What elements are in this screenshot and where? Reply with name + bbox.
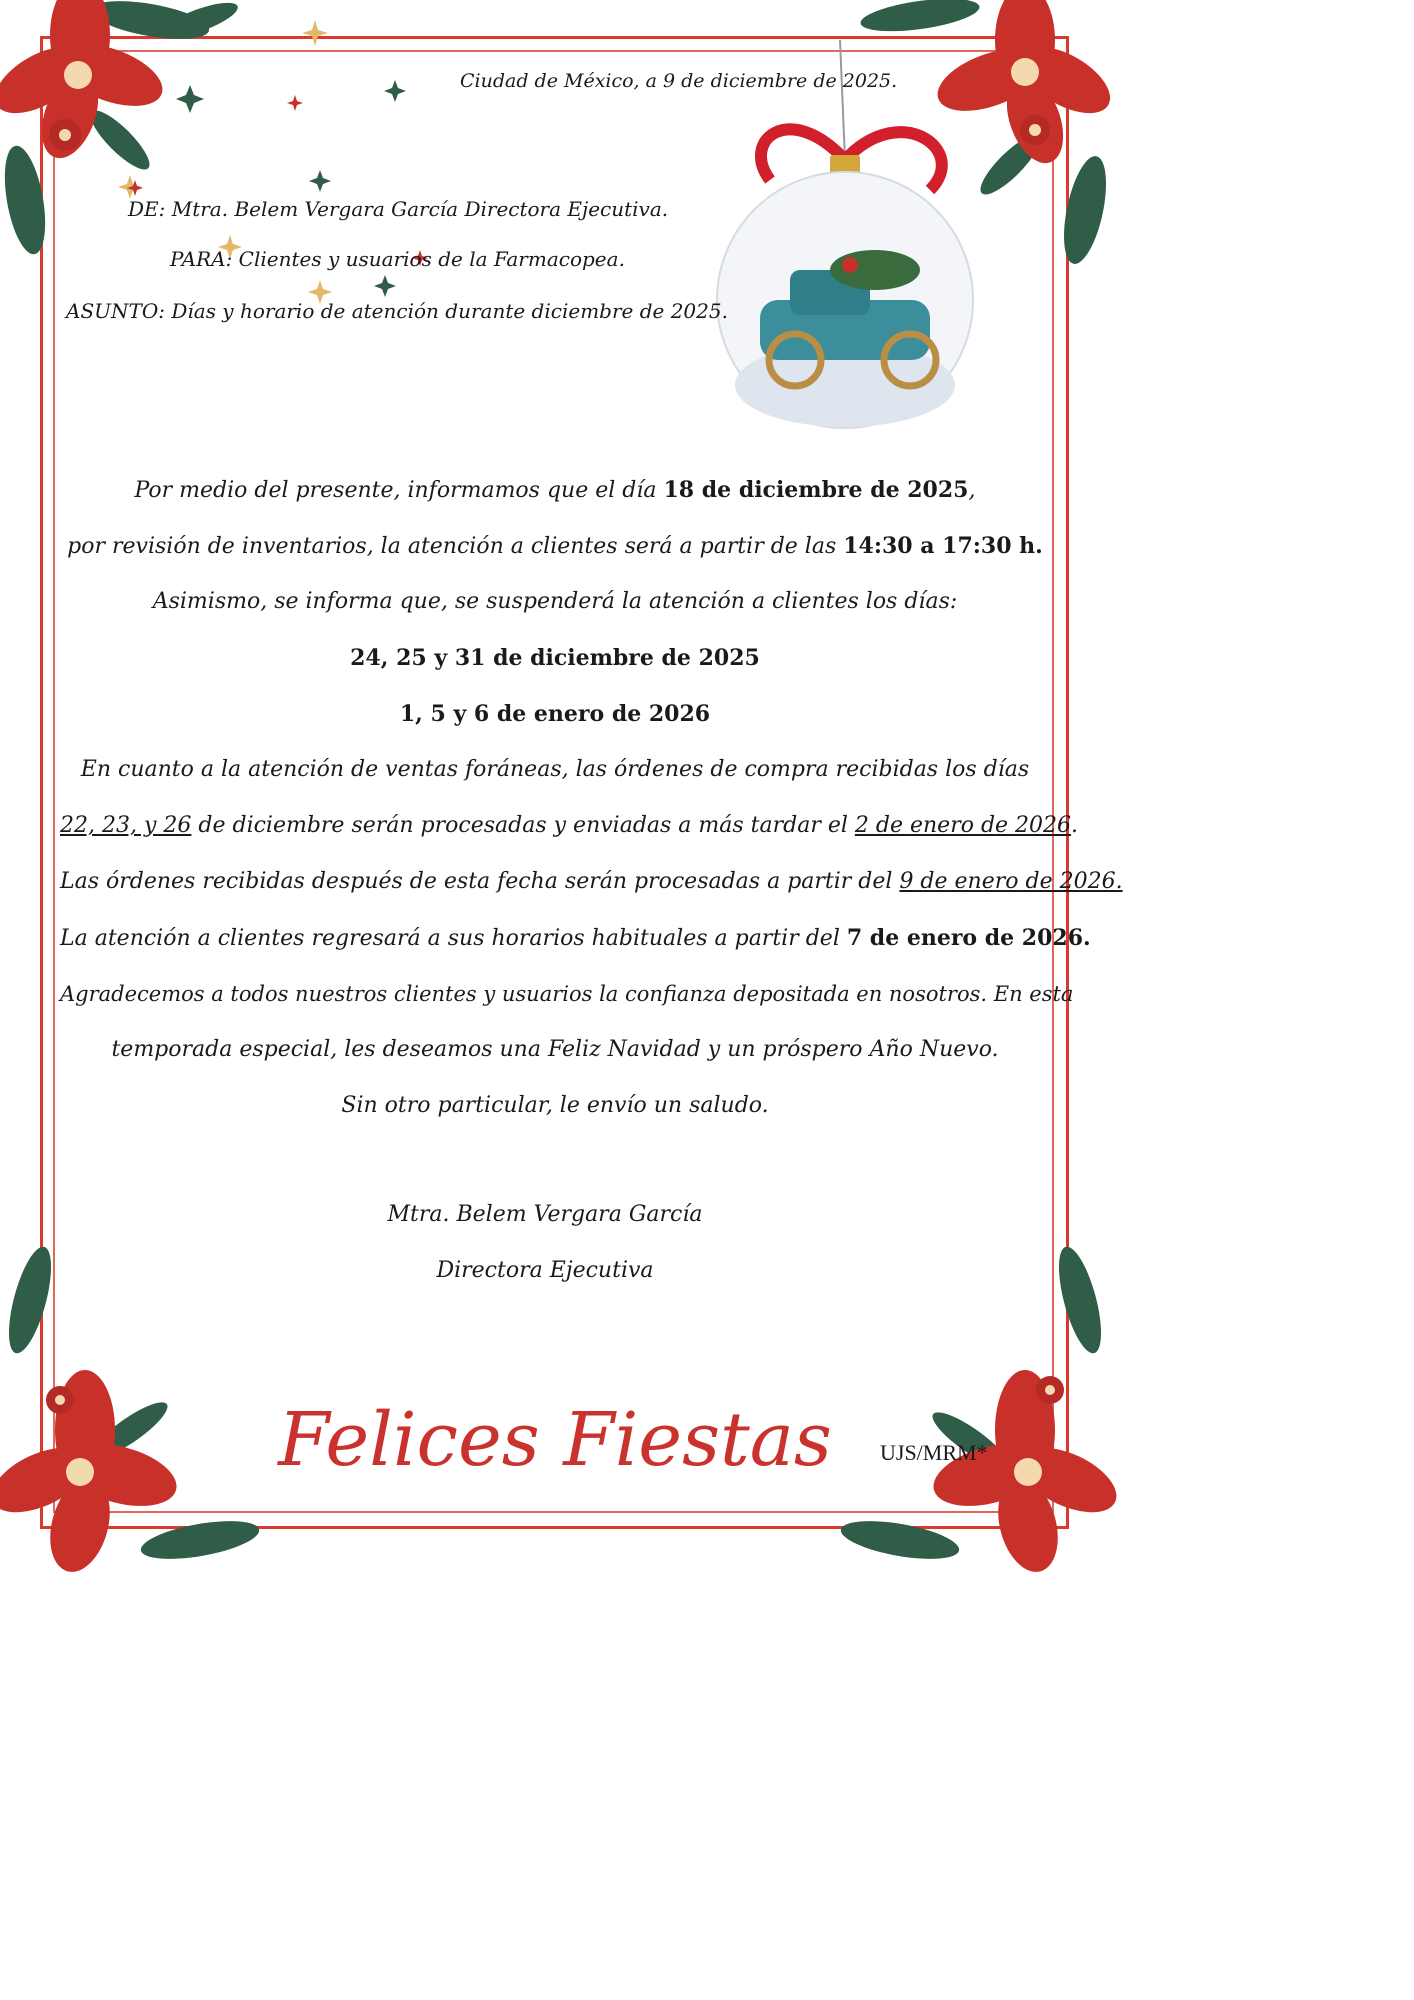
- return-date: 7 de enero de 2026.: [846, 925, 1091, 951]
- body-line-11: temporada especial, les deseamos una Feliz Navidad y un próspero Año Nuevo.: [111, 1037, 999, 1062]
- greeting-text: Felices Fiestas: [278, 1397, 832, 1483]
- body-line-8: Las órdenes recibidas después de esta fecha serán procesadas a partir del 9 de enero de 2026.: [60, 869, 1123, 894]
- body-line-3: Asimismo, se informa que, se suspenderá la atención a clientes los días:: [152, 589, 958, 614]
- ship-deadline: 2 de enero de 2026: [854, 813, 1072, 838]
- date-line: Ciudad de México, a 9 de diciembre de 2025.: [460, 70, 898, 92]
- body-line-10: Agradecemos a todos nuestros clientes y usuarios la confianza depositada en nosotros. En esta: [60, 982, 1074, 1006]
- body-line-1: Por medio del presente, informamos que el día 18 de diciembre de 2025,: [134, 477, 976, 503]
- header-de: DE: Mtra. Belem Vergara García Directora Ejecutiva.: [128, 197, 669, 221]
- body-line-2: por revisión de inventarios, la atención a clientes será a partir de las 14:30 a 17:30 h.: [67, 533, 1043, 559]
- poinsettia-bottom-left-icon: [0, 1240, 260, 1568]
- processing-date: 9 de enero de 2026.: [899, 869, 1123, 894]
- poinsettia-bottom-right-icon: [840, 1240, 1109, 1568]
- signature-name: Mtra. Belem Vergara García: [387, 1202, 703, 1227]
- initials: UJS/MRM*: [880, 1440, 988, 1465]
- header-asunto: ASUNTO: Días y horario de atención durante diciembre de 2025.: [66, 299, 728, 323]
- order-dates: 22, 23, y 26: [60, 813, 192, 838]
- body-line-12: Sin otro particular, le envío un saludo.: [341, 1093, 769, 1118]
- closed-dates-january: 1, 5 y 6 de enero de 2026: [399, 701, 711, 727]
- header-para: PARA: Clientes y usuarios de la Farmacopea.: [170, 247, 625, 271]
- body-line-6: En cuanto a la atención de ventas foráneas, las órdenes de compra recibidas los días: [80, 757, 1030, 782]
- closed-dates-december: 24, 25 y 31 de diciembre de 2025: [350, 645, 760, 671]
- body-line-7: 22, 23, y 26 de diciembre serán procesadas y enviadas a más tardar el 2 de enero de 2026.: [60, 813, 1079, 838]
- signature-title: Directora Ejecutiva: [436, 1258, 654, 1283]
- schedule-hours: 14:30 a 17:30 h.: [843, 533, 1043, 559]
- date-18-diciembre: 18 de diciembre de 2025: [663, 477, 969, 503]
- body-line-9: La atención a clientes regresará a sus horarios habituales a partir del 7 de enero de 2026.: [60, 925, 1091, 951]
- christmas-ornament-icon: [700, 40, 990, 440]
- felices-fiestas-greeting: [278, 1370, 832, 1510]
